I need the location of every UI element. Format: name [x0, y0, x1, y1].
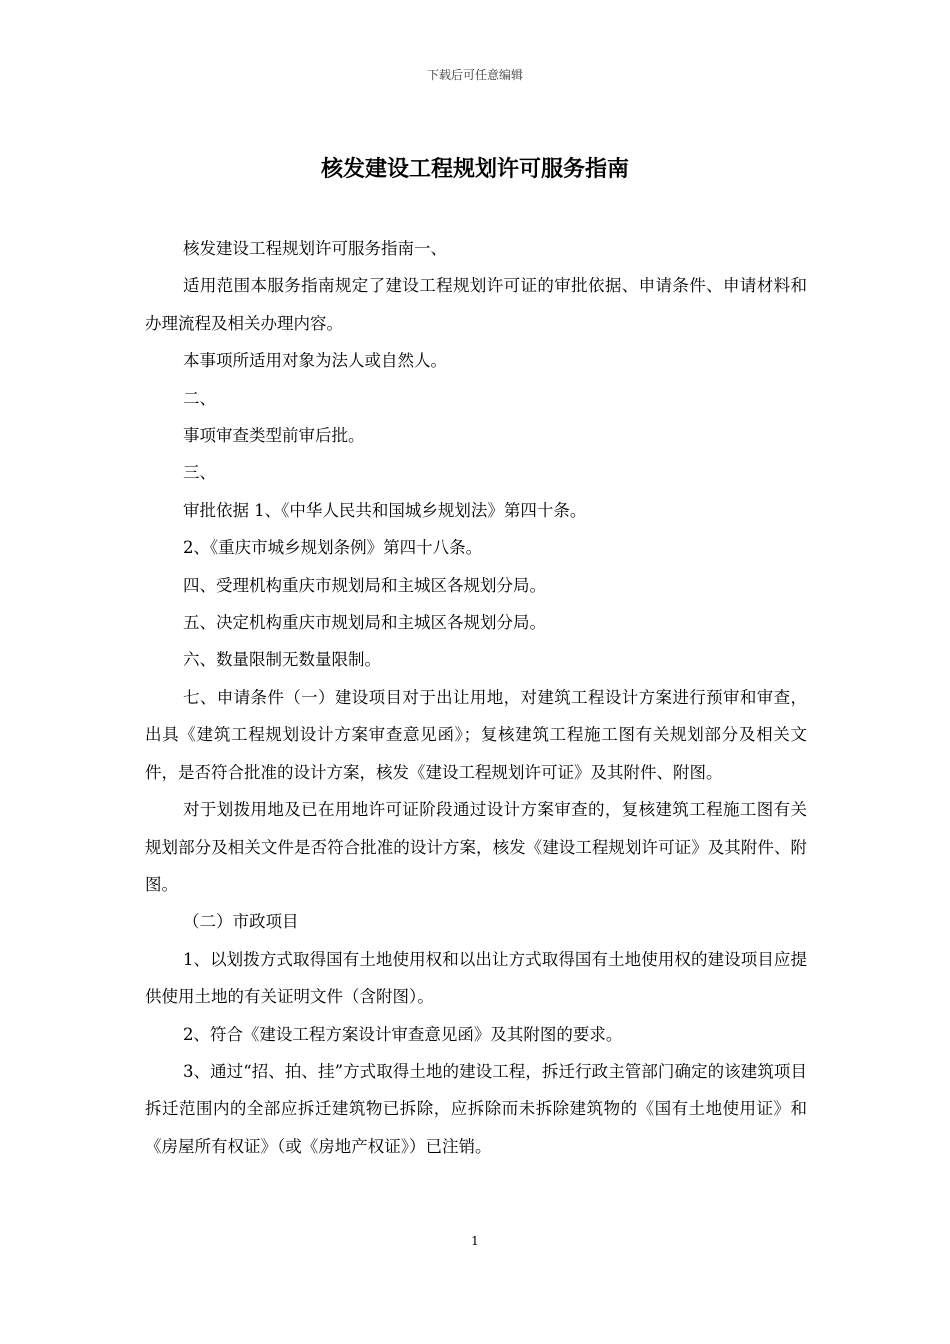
paragraph: 2、符合《建设工程方案设计审查意见函》及其附图的要求。 [182, 1024, 623, 1044]
paragraph: 五、决定机构重庆市规划局和主城区各规划分局。 [182, 613, 546, 633]
page-header-note: 下载后可任意编辑 [426, 68, 523, 82]
paragraph: 2、《重庆市城乡规划条例》第四十八条。 [182, 538, 483, 558]
paragraph: （二）市政项目 [182, 912, 299, 932]
document-title: 核发建设工程规划许可服务指南 [320, 157, 629, 182]
paragraph: 对于划拨用地及已在用地许可证阶段通过设计方案审查的，复核建筑工程施工图有关规划部分及相关文件是否符合批准的设计方案，核发《建设工程规划许可证》及其附件、附图。 [145, 800, 807, 894]
page-number: 1 [471, 1234, 479, 1248]
paragraph: 七、申请条件（一）建设项目对于出让用地，对建筑工程设计方案进行预审和审查，出具《建筑工程规划设计方案审查意见函》；复核建筑工程施工图有关规划部分及相关文件，是否符合批准的设计方案，核发《建设工程规划许可证》及其附件、附图。 [145, 687, 807, 782]
paragraph: 六、数量限制无数量限制。 [182, 650, 381, 670]
paragraph: 核发建设工程规划许可服务指南一、 [182, 239, 447, 258]
paragraph: 本事项所适用对象为法人或自然人。 [182, 351, 447, 371]
paragraph: 适用范围本服务指南规定了建设工程规划许可证的审批依据、申请条件、申请材料和办理流程及相关办理内容。 [145, 276, 807, 333]
document-body [145, 230, 807, 1165]
paragraph: 1、以划拨方式取得国有土地使用权和以出让方式取得国有土地使用权的建设项目应提供使用土地的有关证明文件（含附图）。 [145, 949, 807, 1007]
paragraph: 审批依据 1、《中华人民共和国城乡规划法》第四十条。 [182, 500, 587, 520]
paragraph: 三、 [182, 463, 216, 483]
paragraph: 四、受理机构重庆市规划局和主城区各规划分局。 [182, 575, 546, 595]
paragraph: 二、 [182, 388, 216, 408]
paragraph: 3、通过“招、拍、挂”方式取得土地的建设工程，拆迁行政主管部门确定的该建筑项目拆迁范围内的全部应拆迁建筑物已拆除，应拆除而未拆除建筑物的《国有土地使用证》和《房屋所有权证》（或《房地产权证》）已注销。 [145, 1061, 807, 1156]
paragraph: 事项审查类型前审后批。 [182, 426, 365, 446]
